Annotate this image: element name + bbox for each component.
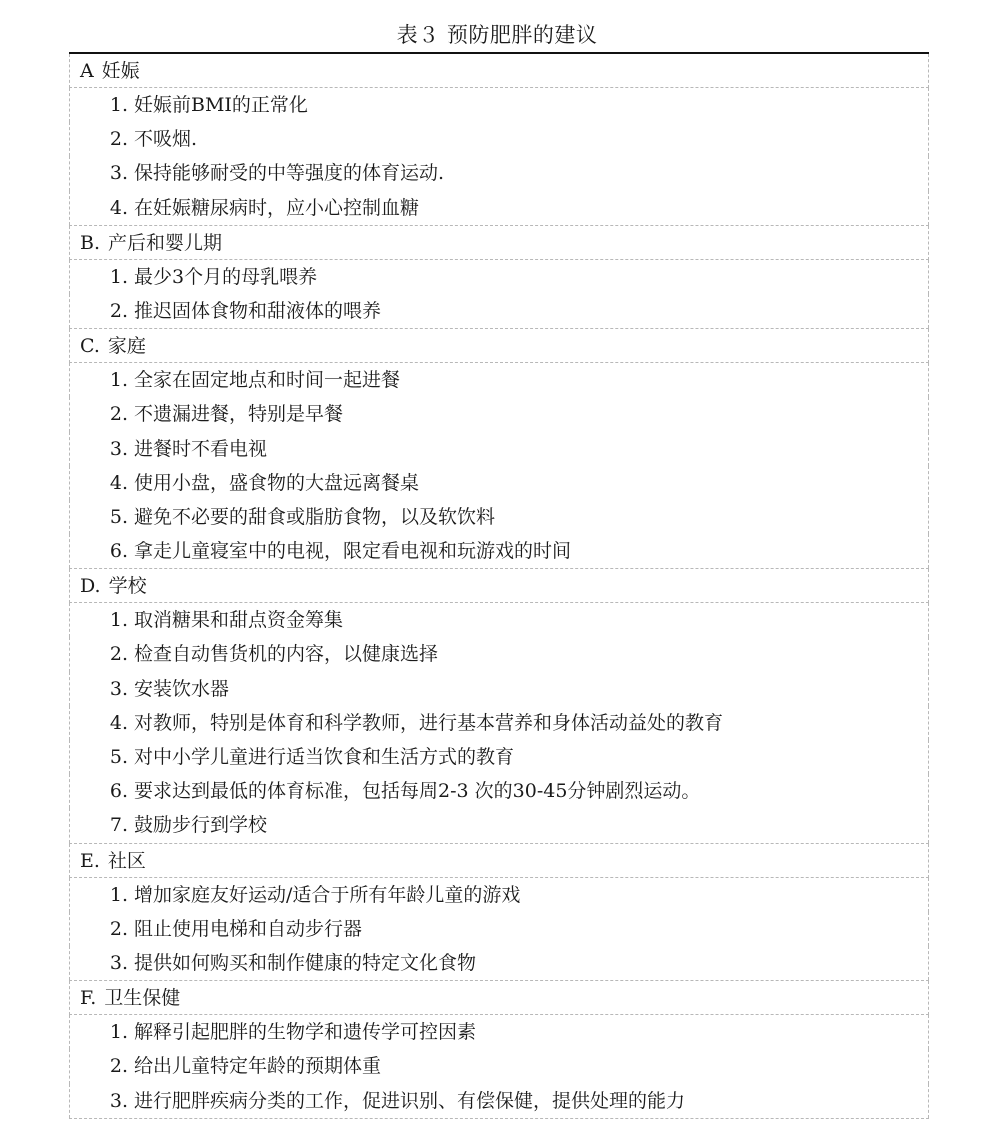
item-text: 拿走儿童寝室中的电视，限定看电视和玩游戏的时间 [134,540,572,563]
section-header [69,54,929,88]
section-header [69,844,929,878]
item-number: 3. [109,437,128,460]
list-item [69,363,929,397]
item-text: 在妊娠糖尿病时，应小心控制血糖 [134,196,420,219]
list-item [69,603,929,637]
list-item [69,637,929,671]
list-item [69,946,929,980]
item-number: 5. [109,505,128,528]
section-name: 产后和婴儿期 [108,231,223,254]
list-item [69,534,929,568]
list-item [69,191,929,225]
list-item [69,808,929,842]
item-text: 安装饮水器 [134,677,230,700]
item-number: 2. [109,643,128,666]
item-text: 不吸烟. [134,128,198,151]
item-text: 使用小盘，盛食物的大盘远离餐桌 [134,471,420,494]
item-number: 2. [109,917,128,940]
item-text: 解释引起肥胖的生物学和遗传学可控因素 [134,1021,477,1044]
list-item [69,466,929,500]
item-number: 4. [109,196,128,219]
list-item [69,122,929,156]
item-text: 检查自动售货机的内容，以健康选择 [134,643,439,666]
item-text: 阻止使用电梯和自动步行器 [134,917,363,940]
table-title: 表３ 预防肥胖的建议 [396,23,598,47]
item-number: 3. [109,951,128,974]
item-number: 5. [109,746,128,768]
section-item-list [69,363,929,569]
section-letter: A [80,60,94,82]
item-number: 1. [109,1021,128,1044]
item-text: 鼓励步行到学校 [134,814,268,837]
recommendations-table [69,52,929,1119]
list-item [69,500,929,534]
item-number: 4. [109,471,128,494]
section-letter: B. [80,231,101,254]
item-text: 进行肥胖疾病分类的工作，促进识别、有偿保健，提供处理的能力 [134,1089,686,1112]
item-number: 2. [109,403,128,426]
section-item-list [69,260,929,329]
item-number: 2. [109,1055,128,1078]
section-name: 卫生保健 [104,987,181,1010]
section-name: 妊娠 [101,60,140,82]
list-item [69,878,929,912]
section-letter: E. [80,849,100,872]
section-header [69,226,929,260]
item-number: 1. [109,609,128,632]
item-text: 妊娠前BMI的正常化 [134,94,308,116]
list-item [69,1084,929,1118]
section-name: 家庭 [107,335,146,358]
item-number: 6. [109,540,128,563]
item-text: 最少3个月的母乳喂养 [134,265,318,288]
section-header [69,569,929,603]
list-item [69,156,929,190]
item-text: 提供如何购买和制作健康的特定文化食物 [134,951,477,974]
section-header [69,981,929,1015]
section-name: 学校 [108,575,147,598]
item-text: 不遗漏进餐，特别是早餐 [134,403,344,426]
list-item [69,1015,929,1049]
list-item [69,912,929,946]
section-letter: D. [80,575,101,598]
list-item [69,397,929,431]
section-letter: C. [80,335,100,358]
item-text: 增加家庭友好运动/适合于所有年龄儿童的游戏 [134,883,521,906]
item-text: 避免不必要的甜食或脂肪食物，以及软饮料 [134,505,496,528]
item-text: 对教师，特别是体育和科学教师，进行基本营养和身体活动益处的教育 [134,711,724,734]
item-number: 2. [109,128,128,151]
item-number: 3. [109,1089,128,1112]
item-number: 1. [109,265,128,288]
item-text: 给出儿童特定年龄的预期体重 [134,1055,382,1078]
list-item [69,88,929,122]
item-number: 3. [109,162,128,185]
item-number: 6. [109,780,128,803]
item-number: 3. [109,677,128,700]
section-item-list [69,1015,929,1119]
section-header [69,329,929,363]
item-number: 4. [109,711,128,734]
list-item [69,1049,929,1083]
item-number: 1. [109,369,128,392]
list-item [69,672,929,706]
item-number: 2. [109,299,128,322]
section-item-list [69,878,929,982]
list-item [69,740,929,774]
item-text: 进餐时不看电视 [134,437,268,460]
item-text: 要求达到最低的体育标准，包括每周2-3 次的30-45分钟剧烈运动。 [134,780,701,803]
section-item-list [69,88,929,226]
section-item-list [69,603,929,843]
list-item [69,706,929,740]
item-number: 1. [109,883,128,906]
list-item [69,774,929,808]
item-text: 保持能够耐受的中等强度的体育运动. [134,162,445,185]
item-text: 对中小学儿童进行适当饮食和生活方式的教育 [134,746,515,768]
item-number: 1. [109,94,128,116]
section-name: 社区 [107,849,146,872]
item-text: 取消糖果和甜点资金筹集 [134,609,344,632]
section-letter: F. [80,987,97,1010]
list-item [69,260,929,294]
item-number: 7. [109,814,128,837]
item-text: 全家在固定地点和时间一起进餐 [134,369,401,392]
list-item [69,294,929,328]
list-item [69,432,929,466]
item-text: 推迟固体食物和甜液体的喂养 [134,299,382,322]
